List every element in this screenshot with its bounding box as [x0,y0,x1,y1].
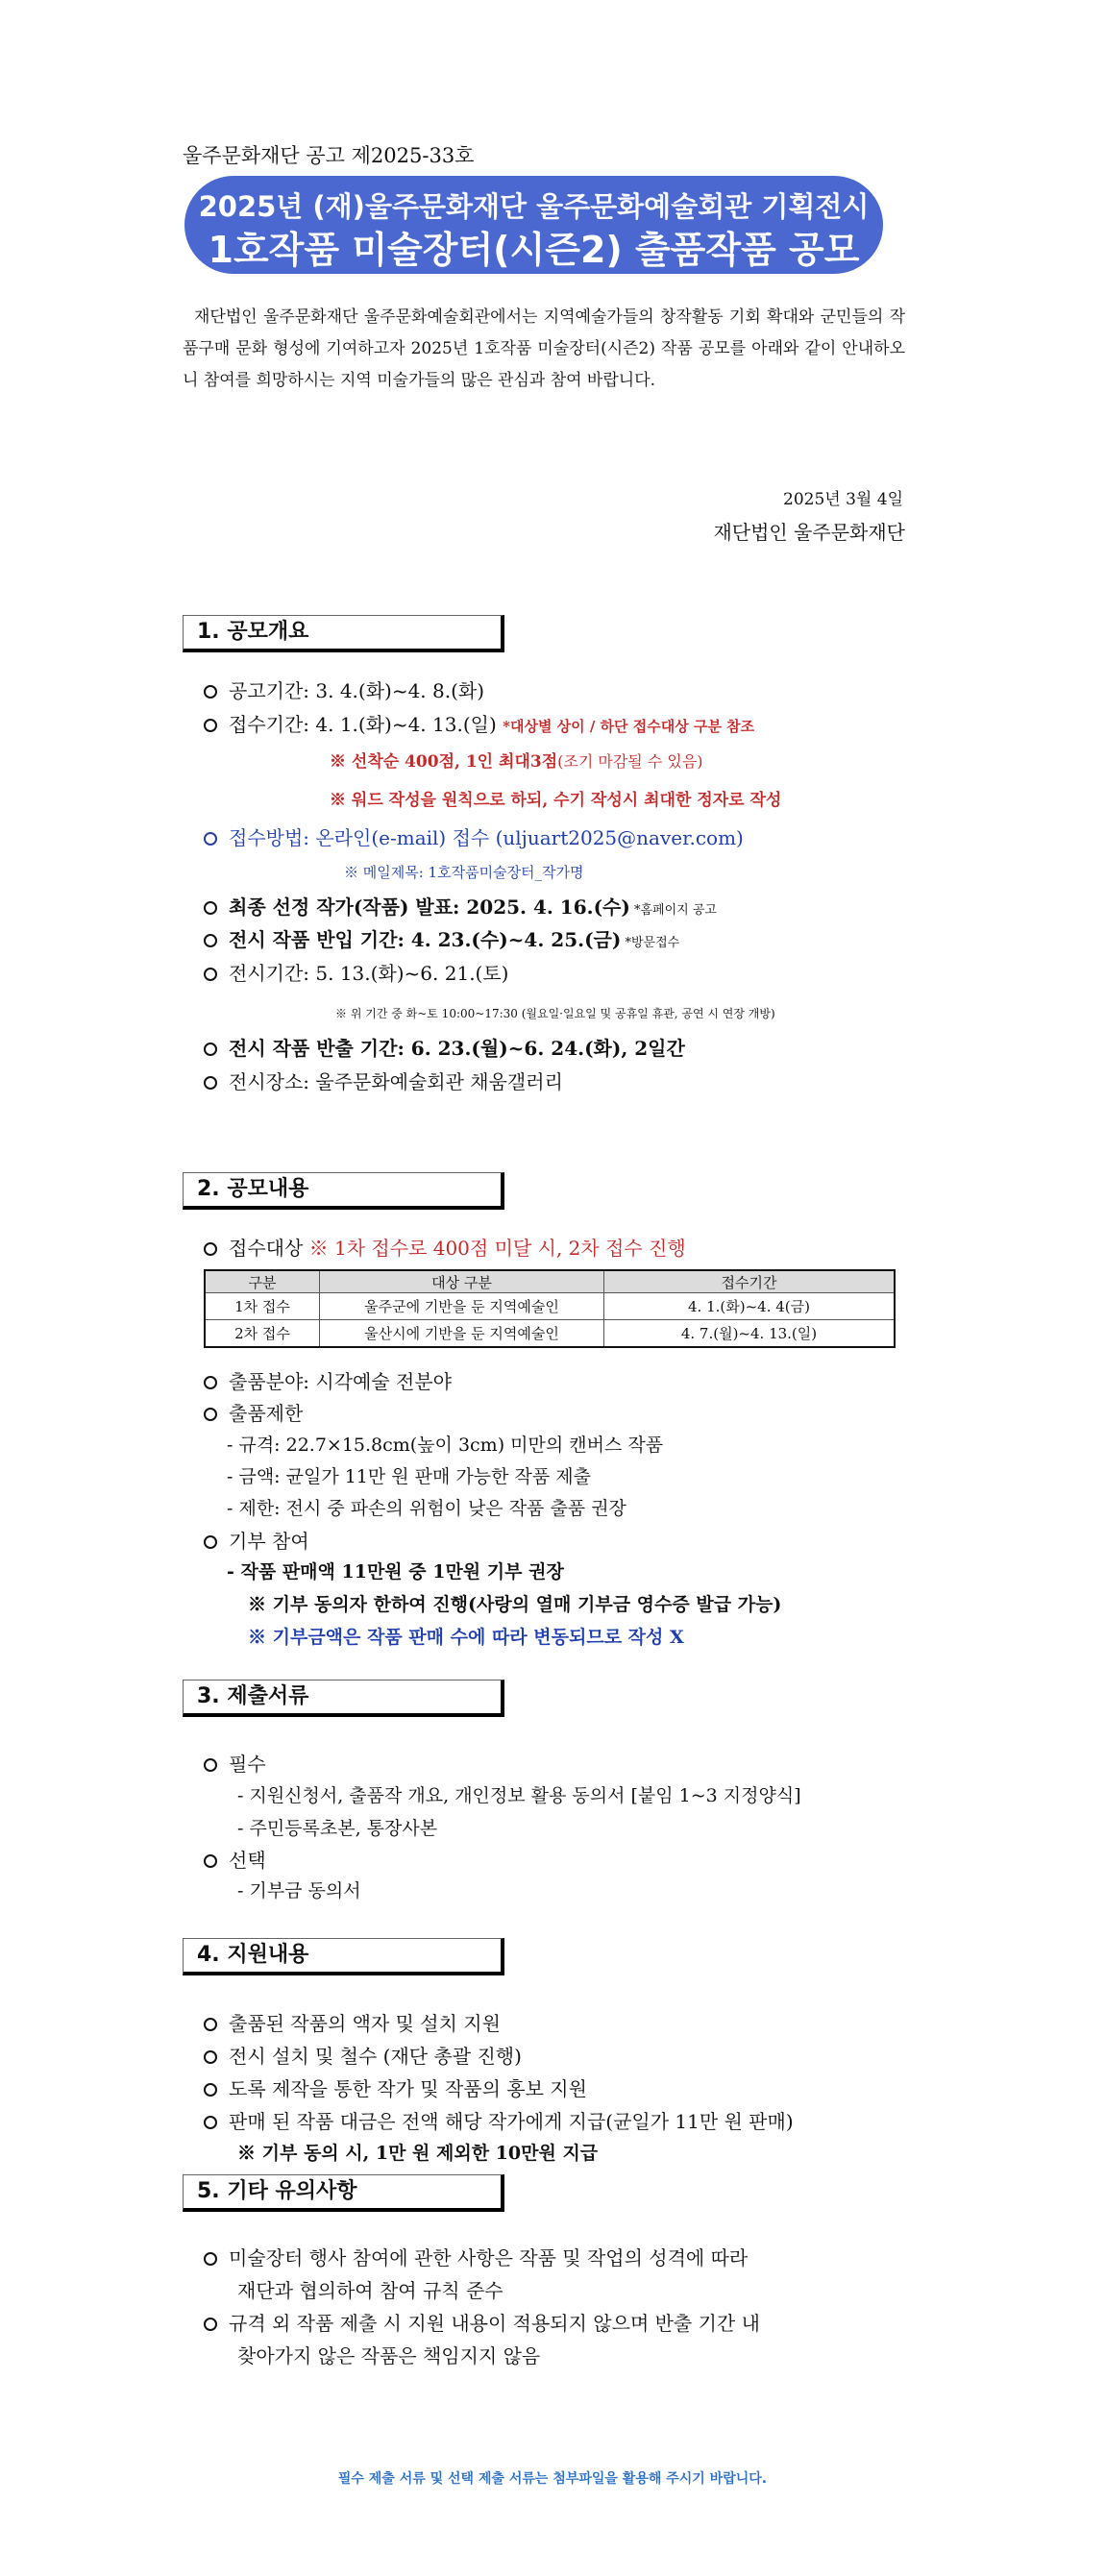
section-3-heading: 3. 제출서류 [183,1680,504,1717]
section-5-heading: 5. 기타 유의사항 [183,2174,504,2212]
exhibit-hours-note: ※ 위 기간 중 화~토 10:00~17:30 (월요일·일요일 및 공휴일 휴관, 공연 시 연장 개방) [335,1007,775,1020]
organization-name: 재단법인 울주문화재단 [713,521,905,544]
limit-damage: - 제한: 전시 중 파손의 위험이 낮은 작품 출품 권장 [227,1498,626,1519]
item-announce: 최종 선정 작가(작품) 발표: 2025. 4. 16.(수) *홈페이지 공고 [204,892,717,920]
item-field: 출품분야: 시각예술 전분야 [204,1366,452,1394]
bullet-circle-icon [204,2252,217,2266]
item-exhibit: 전시기간: 5. 13.(화)~6. 21.(토) [204,958,508,986]
item-donation: 기부 참여 [204,1526,309,1554]
item-receipt: 접수기간: 4. 1.(화)~4. 13.(일) *대상별 상이 / 하단 접수대상 구분 참조 [204,709,754,737]
note-word: ※ 워드 작성을 원칙으로 하되, 수기 작성시 최대한 정자로 작성 [330,791,782,810]
title-line-1: 2025년 (재)울주문화재단 울주문화예술회관 기획전시 [198,190,870,223]
mail-subject-note: ※ 메일제목: 1호작품미술장터_작가명 [344,864,584,881]
intro-paragraph: 재단법인 울주문화재단 울주문화예술회관에서는 지역예술가들의 창작활동 기회 확대와 군민들의 작품구매 문화 형성에 기여하고자 2025년 1호작품 미술장터(시즌2) 작품 공모를 아래와 같이 안내하오니 참여를 희망하시는 지역 미술가들의 많은 관심과 참여 바랍니다. [183,307,905,390]
support-item: 도록 제작을 통한 작가 및 작품의 홍보 지원 [204,2073,587,2101]
support-item: 전시 설치 및 철수 (재단 총괄 진행) [204,2041,522,2069]
donation-note-1: ※ 기부 동의자 한하여 진행(사랑의 열매 기부금 영수증 발급 가능) [248,1594,782,1615]
item-carry-in: 전시 작품 반입 기간: 4. 23.(수)~4. 25.(금) *방문접수 [204,924,679,952]
bullet-circle-icon [204,968,217,981]
support-item: 판매 된 작품 대금은 전액 해당 작가에게 지급(균일가 11만 원 판매) [204,2106,794,2134]
donation-detail: - 작품 판매액 11만원 중 1만원 기부 권장 [227,1561,564,1582]
table-header: 구분 [205,1270,320,1293]
item-method: 접수방법: 온라인(e-mail) 접수 (uljuart2025@naver.com) [204,822,744,850]
limit-price: - 금액: 균일가 11만 원 판매 가능한 작품 제출 [227,1466,591,1487]
bullet-circle-icon [204,832,217,846]
item-limit: 출품제한 [204,1398,303,1426]
support-note: ※ 기부 동의 시, 1만 원 제외한 10만원 지급 [237,2143,599,2164]
bullet-circle-icon [204,1758,217,1772]
receipt-note: *대상별 상이 / 하단 접수대상 구분 참조 [503,718,755,735]
limit-size: - 규격: 22.7×15.8cm(높이 3cm) 미만의 캔버스 작품 [227,1435,664,1456]
note-first-come: ※ 선착순 400점, 1인 최대3점(조기 마감될 수 있음) [330,752,703,772]
optional-doc-1: - 기부금 동의서 [237,1880,361,1901]
item-target: 접수대상 ※ 1차 접수로 400점 미달 시, 2차 접수 진행 [204,1233,686,1261]
item-venue: 전시장소: 울주문화예술회관 채움갤러리 [204,1067,563,1094]
bullet-circle-icon [204,2318,217,2331]
item-carry-out: 전시 작품 반출 기간: 6. 23.(월)~6. 24.(화), 2일간 [204,1033,685,1061]
title-banner [184,176,883,274]
email-address[interactable]: (uljuart2025@naver.com) [495,826,744,849]
bullet-circle-icon [204,1854,217,1868]
bullet-circle-icon [204,1076,217,1090]
caution-item-2: 규격 외 작품 제출 시 지원 내용이 적용되지 않으며 반출 기간 내 [204,2308,760,2336]
required-doc-2: - 주민등록초본, 통장사본 [237,1818,438,1839]
bullet-circle-icon [204,2018,217,2031]
table-header: 대상 구분 [320,1270,604,1293]
target-table [204,1269,896,1348]
bullet-circle-icon [204,2083,217,2097]
table-row: 2차 접수 울산시에 기반을 둔 지역예술인 4. 7.(월)~4. 13.(일) [205,1320,895,1348]
table-header: 접수기간 [604,1270,896,1293]
required-doc-1: - 지원신청서, 출품작 개요, 개인정보 활용 동의서 [붙임 1~3 지정양식] [237,1785,801,1806]
table-row: 1차 접수 울주군에 기반을 둔 지역예술인 4. 1.(화)~4. 4(금) [205,1293,895,1320]
title-line-2: 1호작품 미술장터(시즌2) 출품작품 공모 [208,229,860,271]
footer-note: 필수 제출 서류 및 선택 제출 서류는 첨부파일을 활용해 주시기 바랍니다. [337,2471,768,2487]
notice-number: 울주문화재단 공고 제2025-33호 [183,144,475,167]
bullet-circle-icon [204,901,217,915]
section-1-heading: 1. 공모개요 [183,615,504,652]
donation-note-2: ※ 기부금액은 작품 판매 수에 따라 변동되므로 작성 X [248,1627,684,1648]
bullet-circle-icon [204,1242,217,1256]
bullet-circle-icon [204,1535,217,1549]
bullet-circle-icon [204,1043,217,1056]
bullet-circle-icon [204,685,217,699]
item-period: 공고기간: 3. 4.(화)~4. 8.(화) [204,675,484,703]
bullet-circle-icon [204,2050,217,2064]
bullet-circle-icon [204,719,217,732]
notice-date: 2025년 3월 4일 [783,490,903,509]
caution-item-1-cont: 재단과 협의하여 참여 규칙 준수 [237,2279,503,2302]
caution-item-2-cont: 찾아가지 않은 작품은 책임지지 않음 [237,2344,541,2367]
caution-item-1: 미술장터 행사 참여에 관한 사항은 작품 및 작업의 성격에 따라 [204,2243,748,2270]
item-required: 필수 [204,1749,266,1777]
section-4-heading: 4. 지원내용 [183,1938,504,1975]
bullet-circle-icon [204,1408,217,1421]
section-2-heading: 2. 공모내용 [183,1172,504,1210]
bullet-circle-icon [204,934,217,947]
bullet-circle-icon [204,1376,217,1389]
bullet-circle-icon [204,2116,217,2129]
support-item: 출품된 작품의 액자 및 설치 지원 [204,2008,501,2036]
item-optional: 선택 [204,1845,266,1873]
